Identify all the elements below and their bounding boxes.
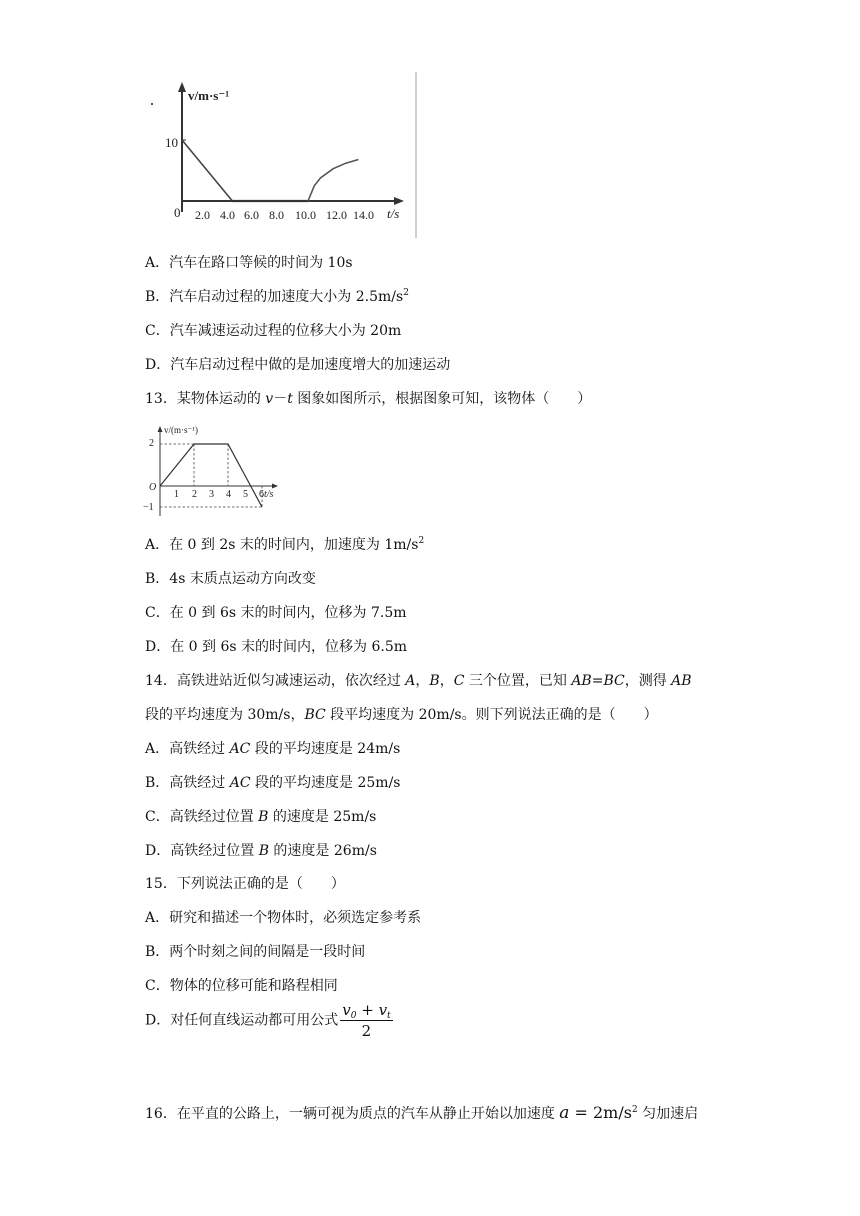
q15-option-a: A．研究和描述一个物体时，必须选定参考系 bbox=[145, 910, 422, 926]
q12-option-d: D．汽车启动过程中做的是加速度增大的加速运动 bbox=[145, 357, 451, 373]
q13-option-d: D．在 0 到 6s 末的时间内，位移为 6.5m bbox=[145, 639, 408, 655]
q13-stem: 13．某物体运动的 v－t 图象如图所示，根据图象可知，该物体（ ） bbox=[145, 391, 592, 407]
x-tick-label: 8.0 bbox=[269, 208, 284, 222]
q12-option-a: A．汽车在路口等候的时间为 10s bbox=[145, 255, 353, 271]
q13-option-a: A．在 0 到 2s 末的时间内，加速度为 $1m/s^2$ bbox=[145, 536, 425, 553]
x-tick-label: 5 bbox=[243, 489, 248, 500]
q16-stem: 16．在平直的公路上，一辆可视为质点的汽车从静止开始以加速度 $a = 2m/s^2$ 匀加速启 bbox=[145, 1103, 699, 1123]
mean-velocity-formula: $\frac{v_0 + v_t}{2}$ bbox=[342, 1001, 391, 1040]
x-axis-arrow bbox=[272, 484, 278, 489]
q14-option-a: A．高铁经过 AC 段的平均速度是 24m/s bbox=[145, 741, 401, 757]
y-axis-arrow bbox=[178, 82, 186, 92]
x-tick-label: 4.0 bbox=[220, 208, 235, 222]
series-decel-line bbox=[182, 140, 232, 201]
x-tick-label: 14.0 bbox=[353, 208, 374, 222]
q12-option-b: B．汽车启动过程的加速度大小为 $2.5m/s^2$ bbox=[145, 288, 409, 305]
series-accel-curve bbox=[308, 160, 358, 202]
q15-option-b: B．两个时刻之间的间隔是一段时间 bbox=[145, 944, 366, 960]
q13-option-b: B．4s 末质点运动方向改变 bbox=[145, 571, 316, 587]
figure-q13-vt-graph bbox=[140, 420, 285, 520]
q14-option-d: D．高铁经过位置 B 的速度是 26m/s bbox=[145, 843, 377, 859]
x-axis-label: t/s bbox=[387, 206, 400, 221]
q15-stem: 15．下列说法正确的是（ ） bbox=[145, 876, 345, 892]
y-tick-label: −1 bbox=[143, 502, 154, 513]
y-axis-label: v/(m·s⁻¹) bbox=[164, 425, 198, 435]
x-tick-label: 1 bbox=[174, 489, 179, 500]
x-axis-label: t/s bbox=[264, 489, 274, 500]
origin-label: 0 bbox=[174, 205, 181, 220]
x-tick-label: 2.0 bbox=[195, 208, 210, 222]
q15-option-c: C．物体的位移可能和路程相同 bbox=[145, 978, 338, 994]
q14-stem-line1: 14．高铁进站近似匀减速运动，依次经过 A，B，C 三个位置，已知 AB=BC，测得 AB bbox=[145, 673, 692, 689]
q12-option-c: C．汽车减速运动过程的位移大小为 20m bbox=[145, 323, 402, 339]
stray-dot bbox=[151, 103, 153, 105]
x-tick-label: 2 bbox=[192, 489, 197, 500]
q14-option-b: B．高铁经过 AC 段的平均速度是 25m/s bbox=[145, 775, 401, 791]
q13-option-c: C．在 0 到 6s 末的时间内，位移为 7.5m bbox=[145, 605, 407, 621]
y-tick-label: 2 bbox=[149, 438, 154, 449]
y-axis-arrow bbox=[158, 426, 163, 432]
x-axis-arrow bbox=[394, 197, 404, 205]
q14-stem-line2: 段的平均速度为 30m/s，BC 段平均速度为 20m/s。则下列说法正确的是（ ） bbox=[145, 707, 658, 723]
origin-label: O bbox=[149, 482, 157, 493]
x-tick-label: 10.0 bbox=[295, 208, 316, 222]
q14-option-c: C．高铁经过位置 B 的速度是 25m/s bbox=[145, 809, 377, 825]
y-axis-label: v/m·s⁻¹ bbox=[188, 88, 230, 103]
y-tick-label: 10 bbox=[165, 135, 178, 150]
x-tick-label: 12.0 bbox=[326, 208, 347, 222]
figure-q12-vt-graph bbox=[140, 70, 425, 242]
x-tick-label: 3 bbox=[209, 489, 214, 500]
q15-option-d: D．对任何直线运动都可用公式 $\frac{v_0 + v_t}{2}$ bbox=[145, 1001, 391, 1040]
x-tick-label: 4 bbox=[226, 489, 231, 500]
x-tick-label: 6 bbox=[259, 489, 264, 500]
x-tick-label: 6.0 bbox=[244, 208, 259, 222]
